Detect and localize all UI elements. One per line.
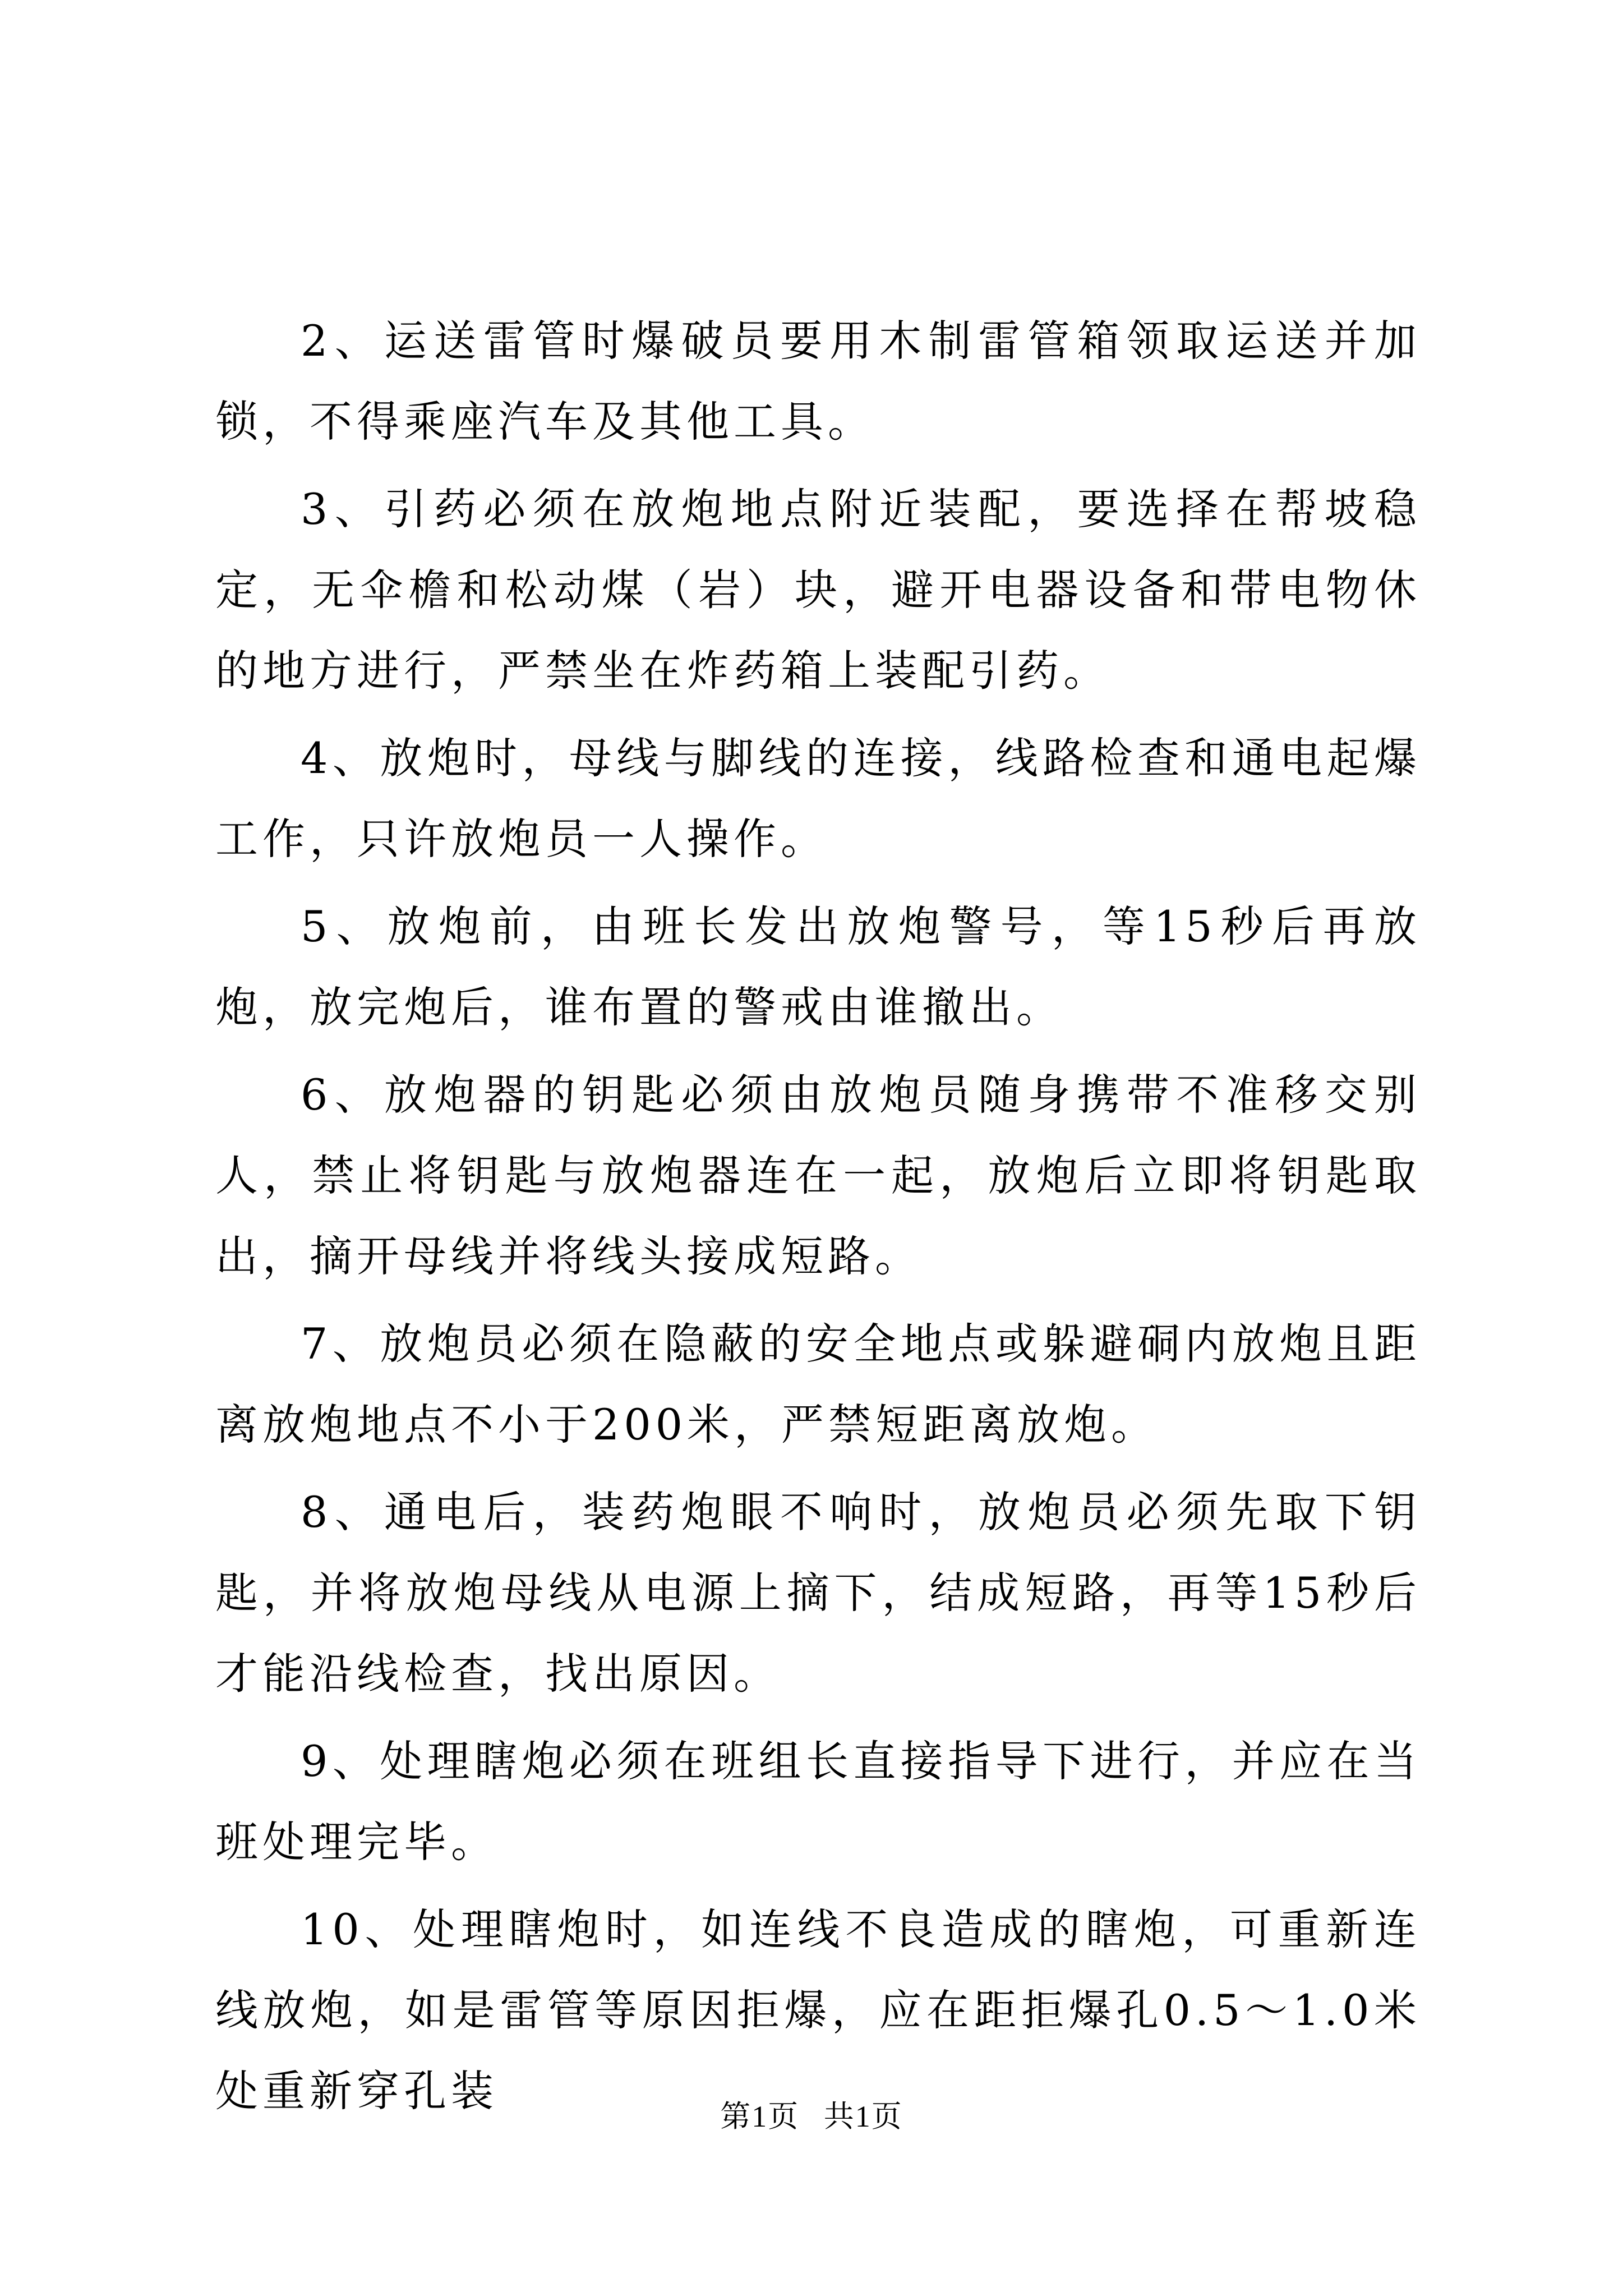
paragraph-10: 10、处理瞎炮时，如连线不良造成的瞎炮，可重新连线放炮，如是雷管等原因拒爆，应在距拒爆孔0.5～1.0米处重新穿孔装 xyxy=(215,1904,1421,2116)
paragraph-3: 3、引药必须在放炮地点附近装配，要选择在帮坡稳定，无伞檐和松动煤（岩）块，避开电器设备和带电物休的地方进行，严禁坐在炸药箱上装配引药。 xyxy=(215,484,1421,696)
page-footer xyxy=(0,2097,1623,2136)
paragraph-6: 6、放炮器的钥匙必须由放炮员随身携带不准移交别人，禁止将钥匙与放炮器连在一起，放炮后立即将钥匙取出，摘开母线并将线头接成短路。 xyxy=(215,1070,1421,1281)
paragraph-5: 5、放炮前，由班长发出放炮警号，等15秒后再放炮，放完炮后，谁布置的警戒由谁撤出。 xyxy=(215,901,1421,1032)
document-body xyxy=(215,301,1421,2132)
paragraph-7: 7、放炮员必须在隐蔽的安全地点或躲避硐内放炮且距离放炮地点不小于200米，严禁短距离放炮。 xyxy=(215,1319,1421,1450)
page-number-total: 共1页 xyxy=(823,2100,903,2133)
paragraph-9: 9、处理瞎炮必须在班组长直接指导下进行，并应在当班处理完毕。 xyxy=(215,1736,1421,1867)
paragraph-8: 8、通电后，装药炮眼不响时，放炮员必须先取下钥匙，并将放炮母线从电源上摘下，结成短路，再等15秒后才能沿线检查，找出原因。 xyxy=(215,1487,1421,1699)
page-number-current: 第1页 xyxy=(720,2100,800,2133)
paragraph-2: 2、运送雷管时爆破员要用木制雷管箱领取运送并加锁，不得乘座汽车及其他工具。 xyxy=(215,316,1421,447)
paragraph-4: 4、放炮时，母线与脚线的连接，线路检查和通电起爆工作，只许放炮员一人操作。 xyxy=(215,733,1421,864)
